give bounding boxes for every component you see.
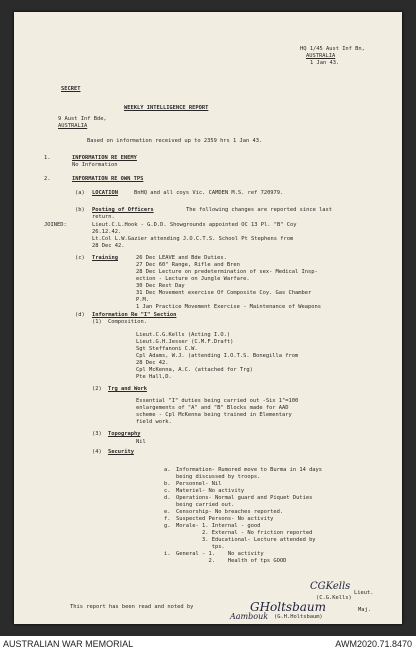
security-heading: Security bbox=[108, 449, 134, 455]
security-item-text: Morale- 1. Internal - good bbox=[176, 523, 261, 529]
security-item-key: i. bbox=[164, 551, 171, 557]
security-item-key: d. bbox=[164, 495, 171, 501]
info-section-heading: Information Re "I" Section bbox=[92, 312, 177, 318]
security-item-key: e. bbox=[164, 509, 171, 515]
composition-line: Pte Hall,D. bbox=[136, 374, 172, 380]
security-item-key: g. bbox=[164, 523, 171, 529]
topography-text: Nil bbox=[136, 439, 146, 445]
noted-line: This report has been read and noted by bbox=[70, 604, 194, 610]
signature-holtsbaum: GHoltsbaum bbox=[250, 600, 327, 614]
training-line: 31 Dec Movement exercise Of Composite Coy. Gas Chamber bbox=[136, 290, 312, 296]
security-item-text: being discussed by troops. bbox=[176, 474, 261, 480]
footer-bar bbox=[0, 636, 416, 653]
security-item-text: Information- Rumored move to Burma in 14 days bbox=[176, 467, 323, 473]
header-location: AUSTRALIA bbox=[306, 53, 336, 59]
training-line: 26 Dec LEAVE and Bde Duties. bbox=[136, 255, 227, 261]
trg-work-line: scheme - Cpl McKenna being trained in Elementary bbox=[136, 412, 292, 418]
security-item-key: a. bbox=[164, 467, 171, 473]
topography-label: (3) bbox=[92, 431, 102, 437]
report-title: WEEKLY INTELLIGENCE REPORT bbox=[124, 105, 209, 111]
security-label: (4) bbox=[92, 449, 102, 455]
security-item-text: tps. bbox=[176, 544, 225, 550]
footer-accession-number: AWM2020.71.8470 bbox=[335, 639, 412, 649]
postings-text: The following changes are reported since last bbox=[186, 207, 333, 213]
trg-work-heading: Trg and Work bbox=[108, 386, 147, 392]
signature-name: (C.G.Kells) bbox=[316, 595, 352, 601]
signature-kells: CGKells bbox=[310, 581, 351, 592]
location-label: (a) bbox=[75, 190, 85, 196]
security-item-text: Censorship- No breaches reported. bbox=[176, 509, 284, 515]
composition-line: Lieut.C.G.Kells (Acting I.O.) bbox=[136, 332, 231, 338]
section-1-body: No Information bbox=[72, 162, 118, 168]
addressee-location: AUSTRALIA bbox=[58, 123, 88, 129]
postings-text-cont: return. bbox=[92, 214, 115, 220]
signature-rank: Lieut. bbox=[354, 590, 374, 596]
joined-line: Lieut.C.L.Hook - G.D.D. Showgrounds appointed OC 13 Pl. "B" Coy bbox=[92, 222, 297, 228]
handwritten-annotation: Aambouk bbox=[230, 612, 269, 621]
section-2-number: 2. bbox=[44, 176, 51, 182]
composition-label: (1) bbox=[92, 319, 102, 325]
section-2-heading: INFORMATION RE OWN TPS bbox=[72, 176, 144, 182]
trg-work-label: (2) bbox=[92, 386, 102, 392]
signature2-rank: Maj. bbox=[358, 607, 371, 613]
header-date: 1 Jan 43. bbox=[310, 60, 340, 66]
footer-institution: AUSTRALIAN WAR MEMORIAL bbox=[3, 639, 134, 649]
composition-line: Sgt Steffanoni C.W. bbox=[136, 346, 198, 352]
postings-heading: Posting of Officers bbox=[92, 207, 154, 213]
training-line: ection - Lecture on Jungle Warfare. bbox=[136, 276, 250, 282]
joined-line: Lt.Col L.W.Gazier attending J.O.C.T.S. School Pt Stephens from bbox=[92, 236, 294, 242]
location-heading: LOCATION bbox=[92, 190, 118, 196]
security-item-key: f. bbox=[164, 516, 171, 522]
security-item-text: 2. External - No friction reported bbox=[176, 530, 313, 536]
postings-label: (b) bbox=[75, 207, 85, 213]
joined-line: 26.12.42. bbox=[92, 229, 122, 235]
security-item-text: 3. Educational- Lecture attended by bbox=[176, 537, 316, 543]
composition-line: Lieut.G.H.Jesser (C.M.F.Draft) bbox=[136, 339, 234, 345]
security-item-text: Materiel- No activity bbox=[176, 488, 245, 494]
addressee-unit: 9 Aust Inf Bde, bbox=[58, 116, 107, 122]
security-item-text: Operations- Normal guard and Piquet Duties bbox=[176, 495, 313, 501]
security-item-text: Suspected Persons- No activity bbox=[176, 516, 274, 522]
training-line: 27 Dec 60" Range, Rifle and Bren bbox=[136, 262, 240, 268]
composition-line: Cpl McKenna, A.C. (attached for Trg) bbox=[136, 367, 253, 373]
training-line: 30 Dec Rest Day bbox=[136, 283, 185, 289]
document-page bbox=[14, 12, 402, 624]
section-1-number: 1. bbox=[44, 155, 51, 161]
topography-heading: Topography bbox=[108, 431, 141, 437]
training-line: 1 Jan Practice Movement Exercise - Maintenance of Weapons bbox=[136, 304, 321, 310]
training-line: 28 Dec Lecture on predetermination of sex- Medical Insp- bbox=[136, 269, 318, 275]
security-item-text: Personnel- Nil bbox=[176, 481, 222, 487]
composition-line: Cpl Adams, W.J. (attending I.O.T.S. Bonegilla from bbox=[136, 353, 299, 359]
composition-heading: Composition. bbox=[108, 319, 147, 325]
security-item-key: b. bbox=[164, 481, 171, 487]
trg-work-line: enlargements of "A" and "B" Blocks made for AAD bbox=[136, 405, 289, 411]
based-on-line: Based on information received up to 2359 hrs 1 Jan 43. bbox=[87, 138, 263, 144]
security-item-text: 2. Health of tps GOOD bbox=[176, 558, 287, 564]
training-line: P.M. bbox=[136, 297, 149, 303]
location-text: BnHQ and all coys Vic. CAMDEN M.S. ref 720979. bbox=[134, 190, 284, 196]
trg-work-line: field work. bbox=[136, 419, 172, 425]
composition-line: 28 Dec 42. bbox=[136, 360, 169, 366]
signature2-name: (G.H.Holtsbaum) bbox=[274, 614, 323, 620]
security-item-text: being carried out. bbox=[176, 502, 235, 508]
trg-work-line: Essential "I" duties being carried out -Six 1"=100 bbox=[136, 398, 299, 404]
security-item-text: General - 1. No activity bbox=[176, 551, 264, 557]
security-item-key: c. bbox=[164, 488, 171, 494]
training-label: (c) bbox=[75, 255, 85, 261]
classification: SECRET bbox=[61, 86, 81, 92]
joined-label: JOINED: bbox=[44, 222, 67, 228]
training-heading: Training bbox=[92, 255, 118, 261]
section-1-heading: INFORMATION RE ENEMY bbox=[72, 155, 137, 161]
header-unit: HQ 1/45 Aust Inf Bn, bbox=[300, 46, 365, 52]
info-section-label: (d) bbox=[75, 312, 85, 318]
joined-line: 28 Dec 42. bbox=[92, 243, 125, 249]
